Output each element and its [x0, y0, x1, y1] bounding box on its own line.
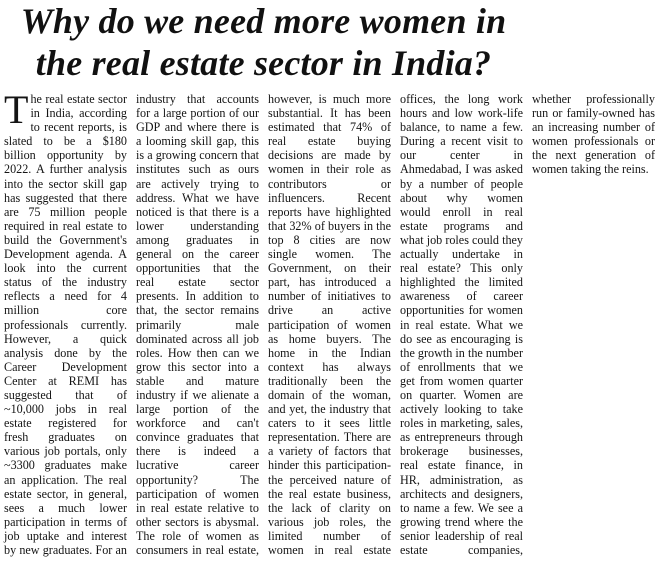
drop-cap: T — [4, 87, 29, 132]
article-headline — [0, 0, 527, 84]
headline-line-2: the real estate sector in India? — [35, 43, 492, 83]
article-paragraph — [4, 87, 655, 562]
article-body-columns — [4, 87, 655, 562]
article-body-text: he real estate sector in India, according to recent reports, is slated to be a $180 billion opportunity by 2022. A further analysis into the sector skill gap has suggested that there are 75 million people required in real estate to build the Government's Development agenda. A look into the current status of the industry reflects a need for 4 million core professionals currently. However, a quick analysis done by the Career Development Center at REMI has suggested that of ~10,000 jobs in real estate registered for fresh graduates on various job portals, only ~3300 graduates make an application. The real estate sector, in general, sees a much lower participation in terms of job uptake and interest by new graduates. For an industry that accounts for a large portion of our GDP and where there is a looming skill gap, this is a growing concern that institutes such as ours are actively trying to address. What we have noticed is that there is a lower understanding among graduates in general on the career opportunities that the real estate sector presents. In addition to that, the sector remains primarily male dominated across all job roles. How then can we grow this sector into a stable and mature industry if we alienate a large portion of the workforce and can't convince graduates that there is indeed a lucrative career opportunity? The participation of women in real estate relative to other sectors is abysmal. The role of women as consumers in real estate, however, is much more substantial. It has been estimated that 74% of real estate buying decisions are made by women in their role as contributors or influencers. Recent reports have highlighted that 32% of buyers in the top 8 cities are now single women. The Government, on their part, has introduced a number of initiatives to drive an active participation of women as home buyers. The home in the Indian context has always traditionally been the domain of the woman, and yet, the industry that caters to it sees little representation. There are a variety of factors that hinder this participation- the perceived nature of the real estate business, the lack of clarity on various job roles, the limited number of women in real estate offices, the long work hours and low work-life balance, to name a few. During a recent visit to our center in Ahmedabad, I was asked by a number of people about why women would enroll in real estate programs and what job roles could they actually undertake in real estate? This only highlighted the limited awareness of career opportunities for women in real estate. What we do see as encouraging is the growth in the number of enrollments that we get from women quarter on quarter. Women are actively looking to take roles in marketing, sales, as entrepreneurs through brokerage businesses, real estate finance, in HR, administration, as architects and designers, to name a few. We see a growing trend where the senior leadership of real estate companies, whether professionally run or family-owned has an increasing number of women professionals or the next generation of women taking the reins. — [4, 92, 655, 557]
headline-line-1: Why do we need more women in — [20, 1, 507, 41]
